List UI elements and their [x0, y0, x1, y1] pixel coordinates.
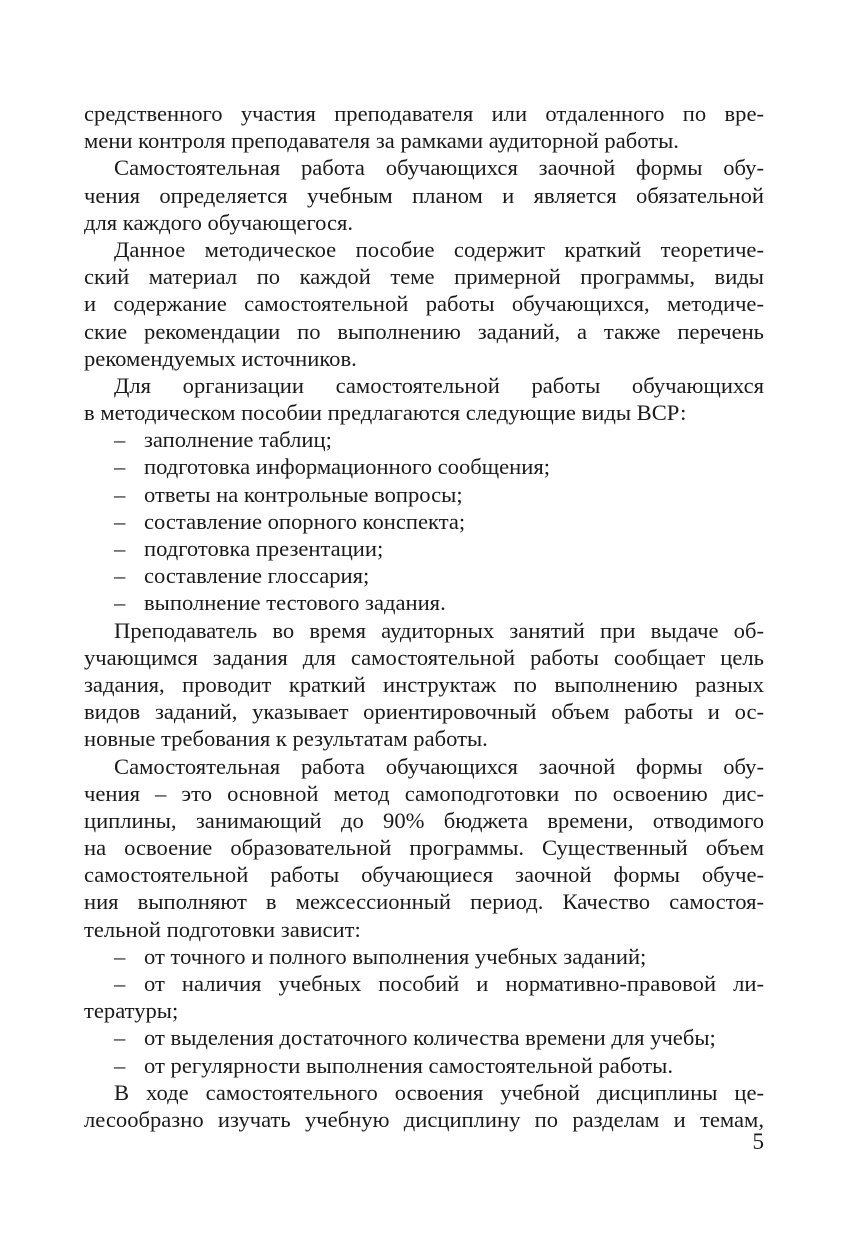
list-dash: – — [114, 481, 126, 507]
text-line: для каждого обучающегося. — [84, 209, 354, 235]
list-item — [84, 1024, 764, 1051]
list-item — [84, 943, 764, 970]
page-number: 5 — [752, 1129, 764, 1154]
text-line: новные требования к результатам работы. — [84, 726, 488, 752]
text-line: рекомендуемых источников. — [84, 345, 357, 371]
text-line: циплины, занимающий до 90% бюджета времени, отводимого — [84, 807, 764, 833]
text-line: тературы; — [84, 998, 179, 1024]
list-item-text: подготовка презентации; — [144, 536, 384, 561]
body-text — [84, 100, 764, 1133]
text-line: и содержание самостоятельной работы обучающихся, методиче- — [84, 291, 764, 317]
list-item — [84, 481, 764, 508]
list-item-text: от точного и полного выполнения учебных заданий; — [144, 943, 647, 969]
text-line: лесообразно изучать учебную дисциплину по разделам и темам, — [84, 1106, 764, 1132]
list-item — [84, 535, 764, 562]
list-item — [84, 970, 764, 997]
list-dash: – — [114, 454, 126, 480]
text-line: В ходе самостоятельного освоения учебной дисциплины це- — [114, 1079, 764, 1105]
list-item-text: составление опорного конспекта; — [144, 508, 466, 534]
list-item — [84, 562, 764, 589]
list-item-text: составление глоссария; — [144, 563, 370, 589]
list-dash: – — [114, 971, 126, 996]
list-item — [84, 453, 764, 480]
text-line: видов заданий, указывает ориентировочный объем работы и ос- — [84, 699, 764, 725]
text-line: в методическом пособии предлагаются следующие виды ВСР: — [84, 400, 687, 426]
list-item-text: заполнение таблиц; — [144, 427, 332, 453]
text-line: на освоение образовательной программы. Существенный объем — [84, 835, 764, 861]
text-line: ские рекомендации по выполнению заданий, а также перечень — [84, 318, 764, 344]
list-item — [84, 589, 764, 616]
list-dash: – — [114, 1052, 126, 1078]
list-item — [84, 508, 764, 535]
text-line: учающимся задания для самостоятельной работы сообщает цель — [84, 644, 764, 670]
text-line: Для организации самостоятельной работы обучающихся — [114, 372, 764, 398]
list-item-text: от выделения достаточного количества времени для учебы; — [144, 1025, 716, 1051]
list-item — [84, 1052, 764, 1079]
list-item-text: выполнение тестового задания. — [144, 590, 446, 616]
list-dash: – — [114, 563, 126, 589]
text-line: Самостоятельная работа обучающихся заочной формы обу- — [114, 753, 764, 779]
text-line: Самостоятельная работа обучающихся заочной формы обу- — [114, 155, 764, 181]
text-line: мени контроля преподавателя за рамками аудиторной работы. — [84, 128, 679, 154]
list-item-text: от регулярности выполнения самостоятельной работы. — [144, 1052, 674, 1078]
list-item-text: подготовка информационного сообщения; — [144, 454, 551, 480]
text-line: ния выполняют в межсессионный период. Качество самостоя- — [84, 889, 764, 915]
list-dash: – — [114, 1025, 126, 1051]
text-line: самостоятельной работы обучающиеся заочной формы обуче- — [84, 862, 764, 888]
text-line: тельной подготовки зависит: — [84, 916, 361, 942]
list-item-text: ответы на контрольные вопросы; — [144, 481, 463, 507]
text-line: чения определяется учебным планом и является обязательной — [84, 182, 764, 208]
text-line: ский материал по каждой теме примерной программы, виды — [84, 264, 764, 290]
text-line: Преподаватель во время аудиторных занятий при выдаче об- — [114, 617, 764, 643]
list-dash: – — [114, 508, 126, 534]
list-item-text: от наличия учебных пособий и нормативно-правовой ли- — [144, 971, 764, 996]
list-dash: – — [114, 943, 126, 969]
text-line: Данное методическое пособие содержит краткий теоретиче- — [114, 236, 764, 262]
list-dash: – — [114, 536, 126, 561]
list-dash: – — [114, 427, 126, 453]
text-line: чения – это основной метод самоподготовки по освоению дис- — [84, 780, 764, 806]
text-line: средственного участия преподавателя или отдаленного по вре- — [84, 101, 764, 126]
list-dash: – — [114, 590, 126, 616]
list-item — [84, 426, 764, 453]
text-line: задания, проводит краткий инструктаж по выполнению разных — [84, 671, 764, 697]
